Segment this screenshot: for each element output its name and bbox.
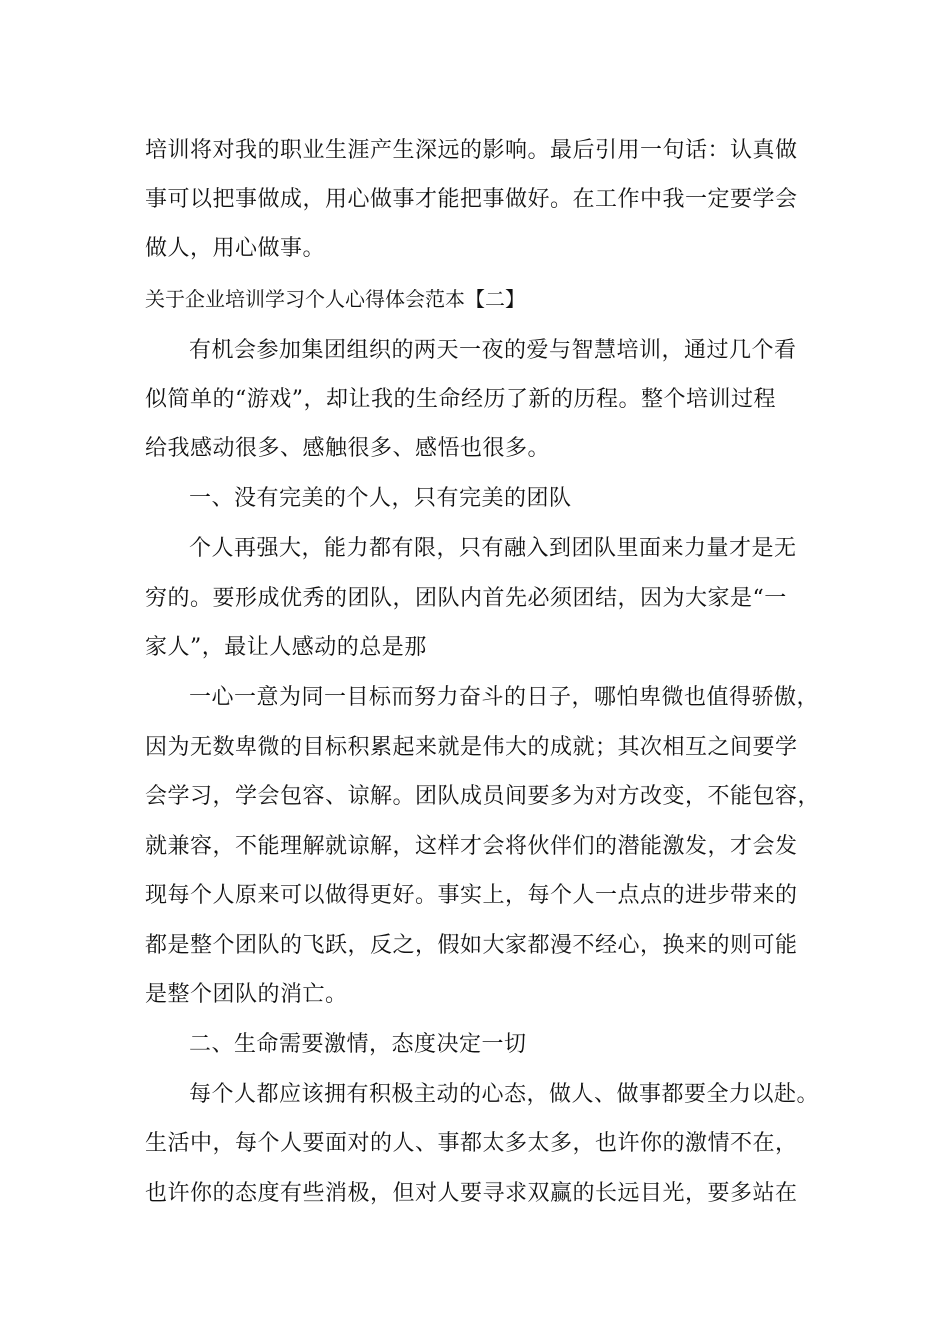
text-line: 培训将对我的职业生涯产生深远的影响。最后引用一句话：认真做	[145, 138, 798, 163]
text-line: 也许你的态度有些消极，但对人要寻求双赢的长远目光，要多站在	[145, 1181, 798, 1206]
text-line: 事可以把事做成，用心做事才能把事做好。在工作中我一定要学会	[145, 187, 798, 212]
text-line: 做人，用心做事。	[145, 236, 326, 261]
text-line: 似简单的“游戏”，却让我的生命经历了新的历程。整个培训过程	[145, 387, 776, 412]
text-line: 会学习，学会包容、谅解。团队成员间要多为对方改变，不能包容，	[145, 784, 821, 809]
text-line: 有机会参加集团组织的两天一夜的爱与智慧培训，通过几个看	[189, 338, 797, 363]
text-line: 因为无数卑微的目标积累起来就是伟大的成就；其次相互之间要学	[145, 735, 798, 760]
text-line: 现每个人原来可以做得更好。事实上，每个人一点点的进步带来的	[145, 883, 798, 908]
subheading: 一、没有完美的个人，只有完美的团队	[189, 486, 572, 511]
text-line: 生活中，每个人要面对的人、事都太多太多，也许你的激情不在，	[145, 1131, 798, 1156]
text-line: 家人”，最让人感动的总是那	[145, 635, 427, 660]
text-line: 个人再强大，能力都有限，只有融入到团队里面来力量才是无	[189, 536, 797, 561]
text-line: 就兼容，不能理解就谅解，这样才会将伙伴们的潜能激发，才会发	[145, 834, 798, 859]
text-line: 都是整个团队的飞跃，反之，假如大家都漫不经心，换来的则可能	[145, 933, 798, 958]
section-heading: 关于企业培训学习个人心得体会范本【二】	[145, 287, 525, 311]
subheading: 二、生命需要激情，态度决定一切	[189, 1032, 527, 1057]
text-line: 每个人都应该拥有积极主动的心态，做人、做事都要全力以赴。	[189, 1082, 820, 1107]
text-line: 是整个团队的消亡。	[145, 982, 348, 1007]
text-line: 穷的。要形成优秀的团队，团队内首先必须团结，因为大家是“一	[145, 586, 787, 611]
text-line: 一心一意为同一目标而努力奋斗的日子，哪怕卑微也值得骄傲，	[189, 685, 820, 710]
text-line: 给我感动很多、感触很多、感悟也很多。	[145, 436, 551, 461]
